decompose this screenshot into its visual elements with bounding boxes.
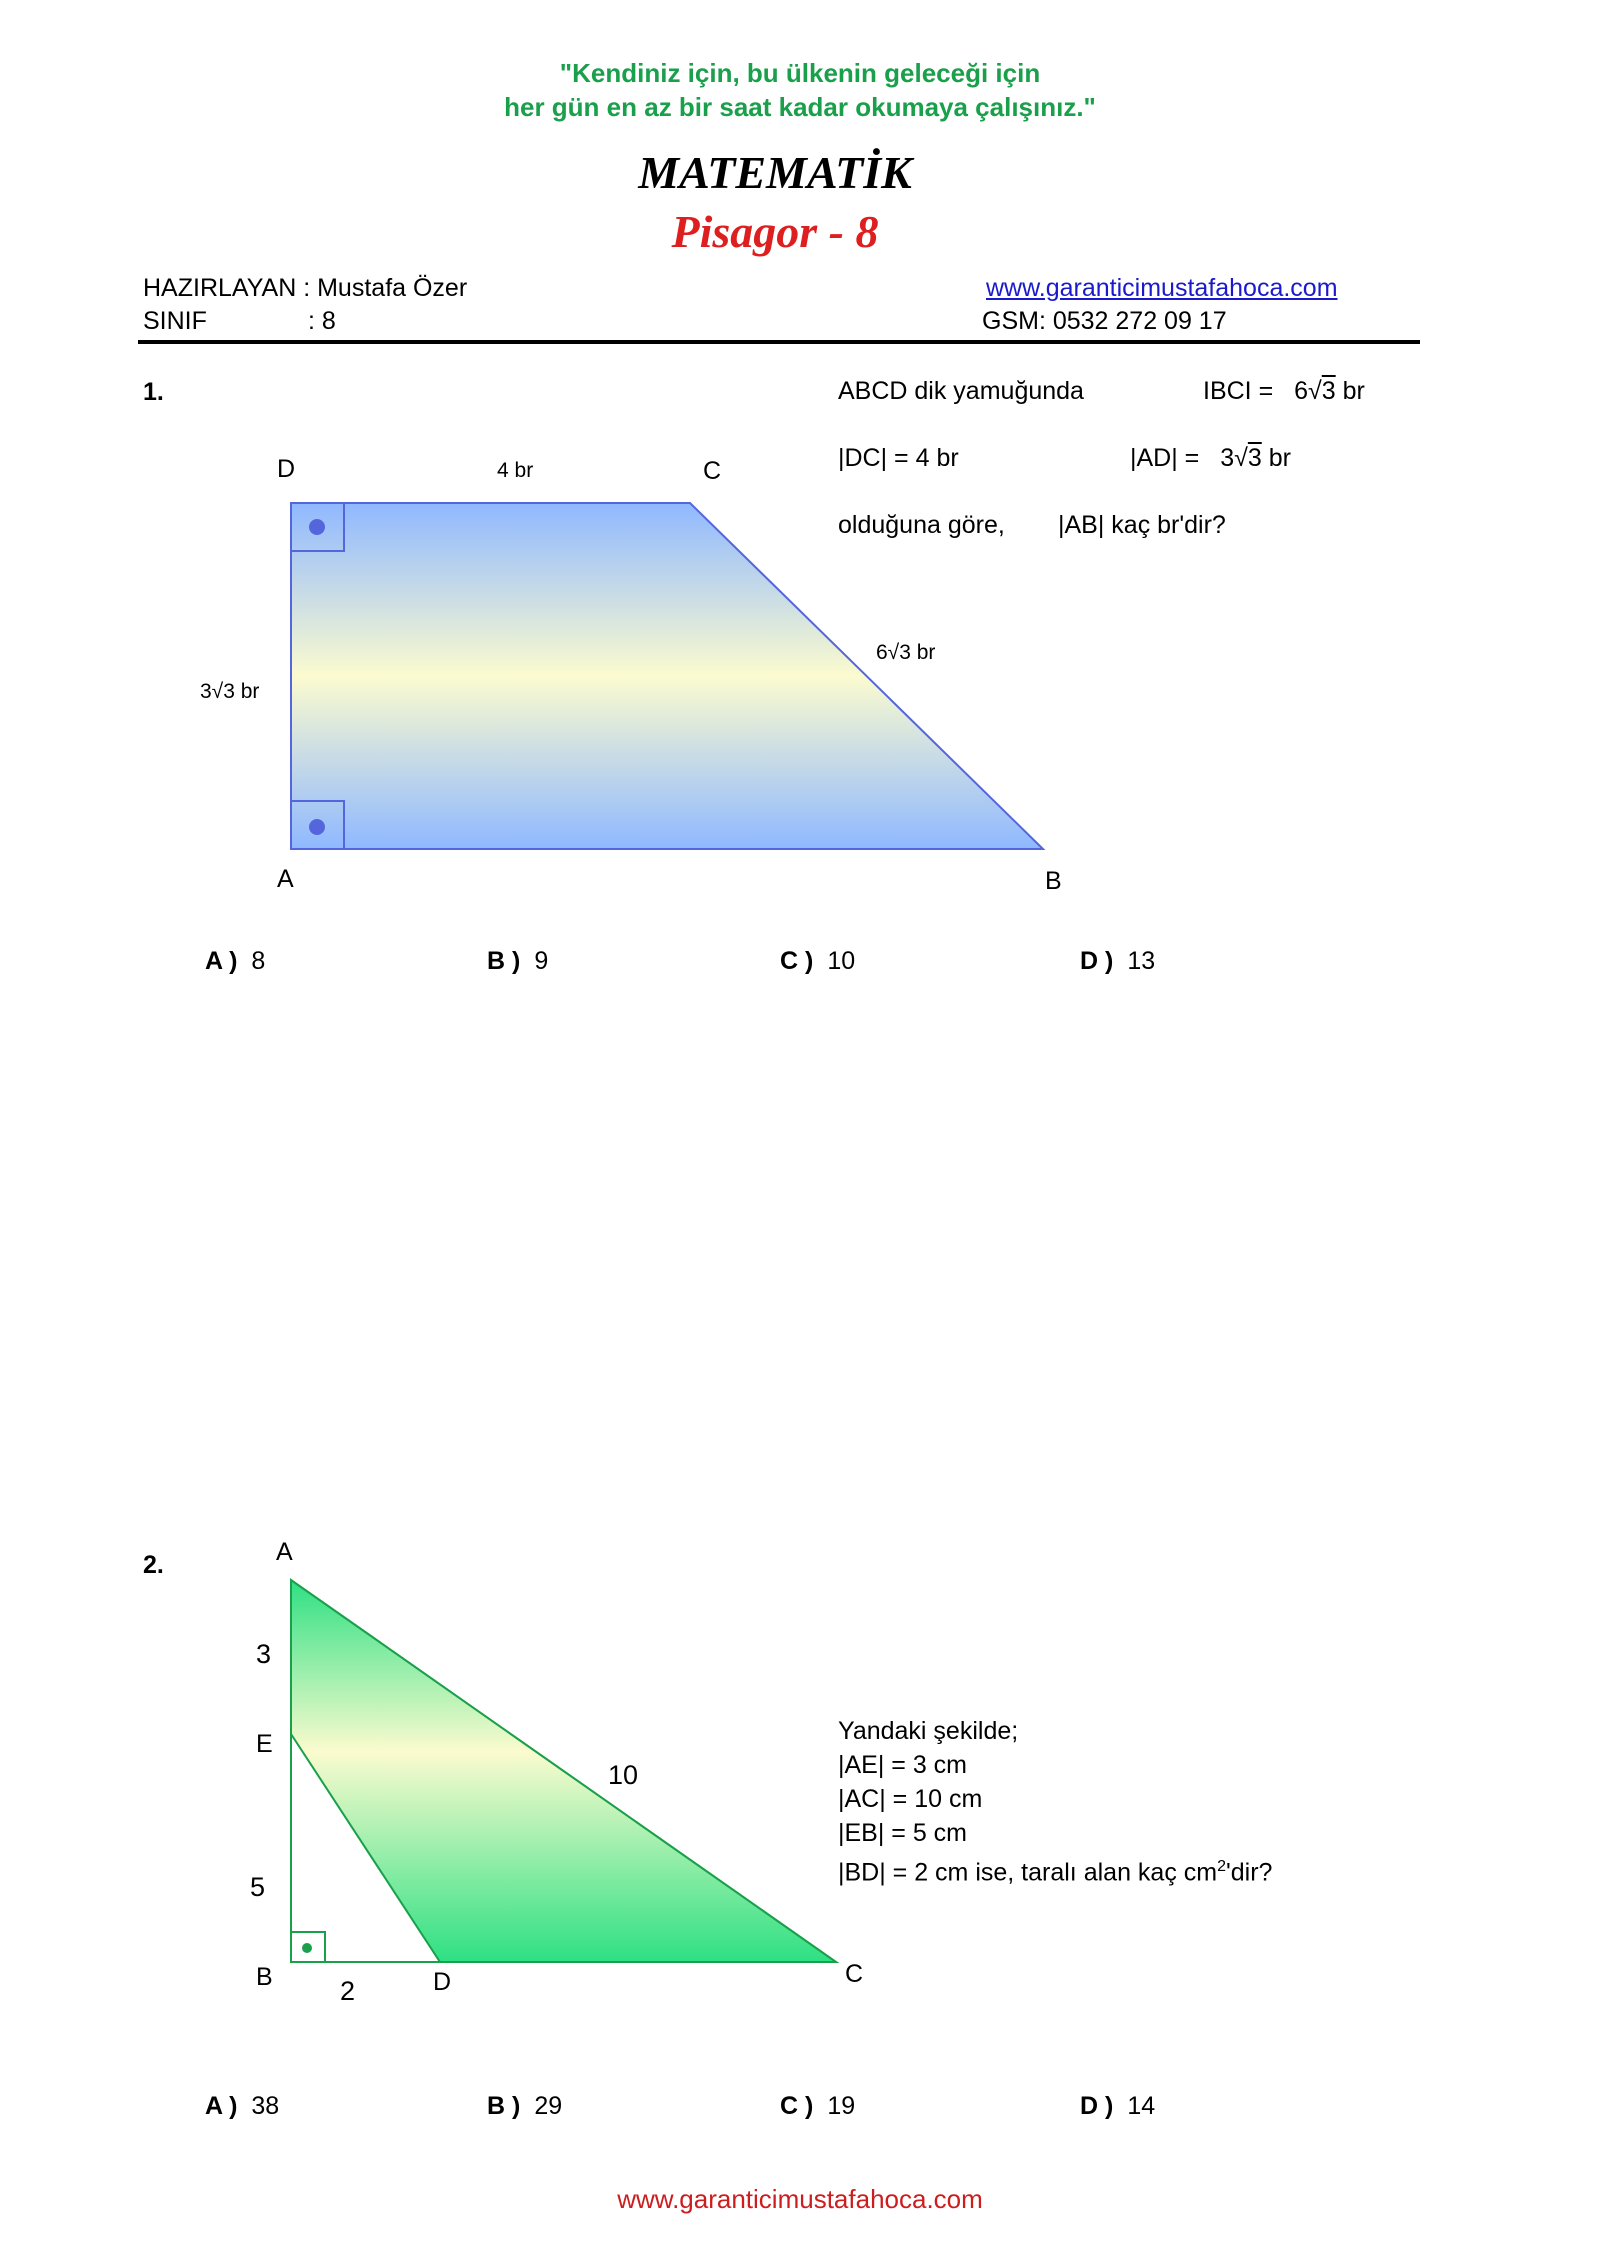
subject-title: MATEMATİK — [638, 147, 912, 198]
class-value: : 8 — [308, 307, 336, 335]
q1-text-line-1: ABCD dik yamuğunda — [838, 377, 1084, 405]
q2-line-1: Yandaki şekilde; — [838, 1717, 1019, 1745]
q1-bc-label: IBCI = — [1203, 377, 1274, 405]
vertex-d-label: D — [277, 455, 296, 483]
q2-line-5: |BD| = 2 cm ise, taralı alan kaç $cm^2'dir$? — [838, 1858, 1273, 1887]
class-label: SINIF — [143, 307, 207, 335]
vertex-b-label: B — [1045, 867, 1062, 895]
right-angle-dot-b — [302, 1943, 312, 1953]
q1-choice-d[interactable]: D ) 13 — [1080, 947, 1156, 975]
q1-dc-given: |DC| = 4 br — [838, 444, 959, 472]
vertex-d-label: D — [433, 1968, 452, 1996]
motto-line-2: her gün en az bir saat kadar okumaya çalışınız." — [504, 92, 1096, 122]
right-angle-dot-a — [309, 819, 325, 835]
vertex-b-label: B — [256, 1963, 273, 1991]
trapezoid-shape — [291, 503, 1043, 849]
q1-bc-given — [1203, 374, 1365, 408]
phone-number: GSM: 0532 272 09 17 — [982, 307, 1227, 335]
q2-text — [838, 1714, 1272, 1889]
footer-website[interactable]: www.garanticimustafahoca.com — [617, 2184, 983, 2214]
topic-title: Pisagor - 8 — [671, 206, 879, 257]
header-divider — [138, 340, 1420, 344]
segment-bd-label: 2 — [340, 1976, 356, 2006]
q2-choice-b[interactable]: B ) 29 — [487, 2092, 563, 2120]
motto-line-1: "Kendiniz için, bu ülkenin geleceği için — [559, 58, 1041, 88]
q1-bc-value: 6√3 br — [1294, 377, 1365, 405]
q1-text-line-3b: |AB| kaç br'dir? — [1058, 511, 1226, 539]
question-2-number: 2. — [143, 1551, 164, 1579]
q1-ad-value: 3√3 br — [1220, 444, 1291, 472]
q2-line-2: |AE| = 3 cm — [838, 1751, 968, 1779]
q1-ad-label: |AD| = — [1130, 444, 1200, 472]
q2-choice-c[interactable]: C ) 19 — [780, 2092, 856, 2120]
q2-line-3: |AC| = 10 cm — [838, 1785, 983, 1813]
q2-line-4: |EB| = 5 cm — [838, 1819, 968, 1847]
header-website-link[interactable]: www.garanticimustafahoca.com — [986, 274, 1338, 302]
segment-ac-label: 10 — [608, 1760, 639, 1790]
author-label: HAZIRLAYAN : Mustafa Özer — [143, 274, 468, 302]
vertex-c-label: C — [703, 457, 722, 485]
q1-ad-given — [1130, 441, 1291, 475]
segment-eb-label: 5 — [250, 1872, 266, 1902]
q2-choice-a[interactable]: A ) 38 — [205, 2092, 280, 2120]
vertex-a-label: A — [277, 865, 294, 893]
side-ad-label: 3√3 br — [200, 680, 260, 703]
vertex-e-label: E — [256, 1730, 273, 1758]
side-dc-label: 4 br — [497, 459, 534, 482]
q1-choice-c[interactable]: C ) 10 — [780, 947, 856, 975]
q2-choice-d[interactable]: D ) 14 — [1080, 2092, 1156, 2120]
triangle-figure — [0, 1530, 900, 2020]
side-bc-label: 6√3 br — [876, 641, 936, 664]
right-angle-dot-d — [309, 519, 325, 535]
q1-choice-b[interactable]: B ) 9 — [487, 947, 549, 975]
vertex-c-label: C — [845, 1960, 864, 1988]
q1-text-line-3a: olduğuna göre, — [838, 511, 1005, 539]
q1-choice-a[interactable]: A ) 8 — [205, 947, 266, 975]
segment-ae-label: 3 — [256, 1639, 272, 1669]
question-1-number: 1. — [143, 378, 164, 406]
vertex-a-label: A — [276, 1538, 293, 1566]
